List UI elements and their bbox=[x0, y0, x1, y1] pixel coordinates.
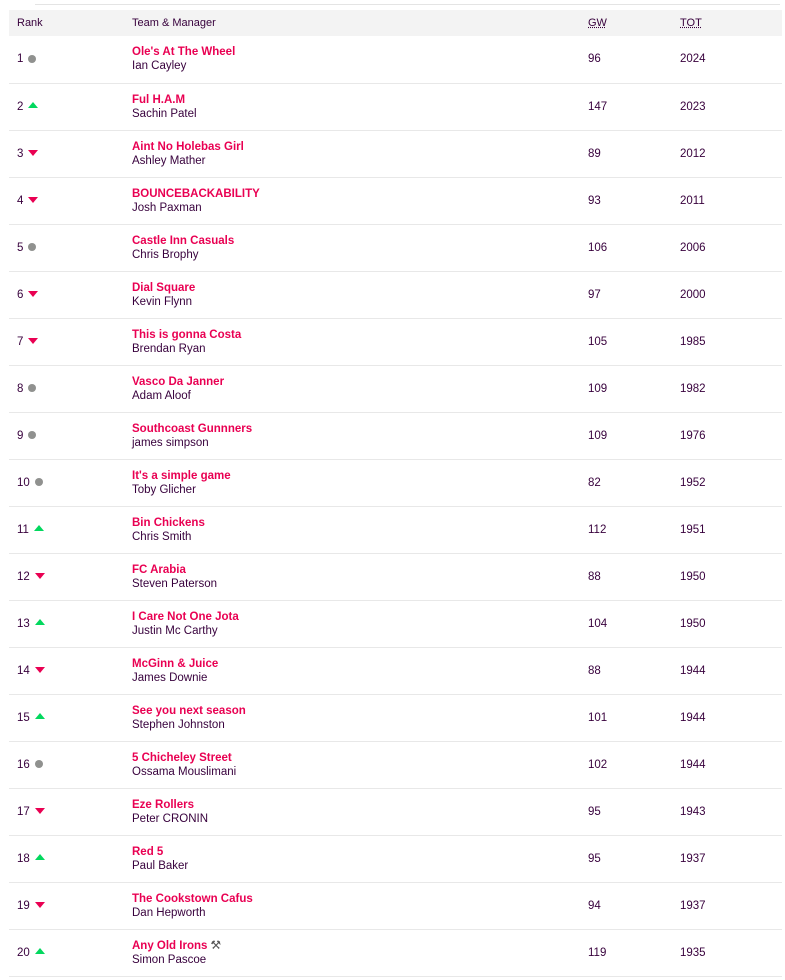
gw-points: 105 bbox=[588, 335, 608, 348]
total-points: 2000 bbox=[680, 288, 706, 301]
gw-points: 102 bbox=[588, 758, 608, 771]
rank-cell bbox=[9, 224, 132, 271]
team-name: Southcoast Gunnners bbox=[132, 422, 253, 435]
total-points: 1950 bbox=[680, 617, 706, 630]
total-points: 2012 bbox=[680, 147, 706, 160]
gw-points: 104 bbox=[588, 617, 608, 630]
gw-points: 96 bbox=[588, 53, 601, 66]
gw-points: 119 bbox=[588, 946, 607, 959]
rank-number: 5 bbox=[17, 241, 24, 254]
total-points: 1944 bbox=[680, 711, 706, 724]
total-points: 1950 bbox=[680, 570, 706, 583]
manager-name: Justin Mc Carthy bbox=[132, 624, 218, 637]
team-name: This is gonna Costa bbox=[132, 328, 242, 341]
team-name-link[interactable] bbox=[132, 610, 588, 624]
team-name: See you next season bbox=[132, 704, 246, 717]
team-name-link[interactable] bbox=[132, 938, 588, 953]
team-manager-cell bbox=[132, 412, 588, 459]
team-name: Bin Chickens bbox=[132, 516, 205, 529]
rank-number: 3 bbox=[17, 147, 24, 160]
table-row bbox=[9, 694, 782, 741]
rank-cell bbox=[9, 130, 132, 177]
rank-up-arrow-icon bbox=[35, 619, 45, 625]
team-name: McGinn & Juice bbox=[132, 657, 219, 670]
rank-number: 17 bbox=[17, 805, 30, 818]
team-manager-cell bbox=[132, 318, 588, 365]
team-name: Ful H.A.M bbox=[132, 93, 186, 106]
rank-up-arrow-icon bbox=[34, 525, 44, 531]
team-manager-cell bbox=[132, 506, 588, 553]
table-row bbox=[9, 741, 782, 788]
gw-header[interactable]: GW bbox=[588, 17, 607, 29]
rank-up-arrow-icon bbox=[28, 102, 38, 108]
table-row bbox=[9, 365, 782, 412]
rank-number: 13 bbox=[17, 617, 30, 630]
rank-down-arrow-icon bbox=[35, 573, 45, 579]
gw-points: 106 bbox=[588, 241, 608, 254]
rank-number: 14 bbox=[17, 664, 30, 677]
team-manager-header: Team & Manager bbox=[132, 17, 216, 29]
rank-cell bbox=[9, 741, 132, 788]
rank-number: 20 bbox=[17, 946, 30, 959]
rank-cell bbox=[9, 36, 132, 83]
rank-number: 8 bbox=[17, 382, 24, 395]
rank-unchanged-dot-icon bbox=[35, 478, 43, 486]
team-name: Dial Square bbox=[132, 281, 196, 294]
rank-unchanged-dot-icon bbox=[28, 55, 36, 63]
manager-name: Stephen Johnston bbox=[132, 718, 225, 731]
manager-name: Ian Cayley bbox=[132, 60, 187, 73]
team-name-link[interactable] bbox=[132, 704, 588, 718]
rank-unchanged-dot-icon bbox=[28, 384, 36, 392]
rank-cell bbox=[9, 694, 132, 741]
total-points: 1937 bbox=[680, 852, 706, 865]
team-name: Aint No Holebas Girl bbox=[132, 140, 244, 153]
team-name: Castle Inn Casuals bbox=[132, 234, 235, 247]
gw-points: 93 bbox=[588, 194, 601, 207]
gw-points: 95 bbox=[588, 805, 601, 818]
rank-number: 4 bbox=[17, 194, 24, 207]
rank-cell bbox=[9, 412, 132, 459]
rank-unchanged-dot-icon bbox=[28, 243, 36, 251]
team-name-link[interactable] bbox=[132, 422, 588, 436]
table-row bbox=[9, 412, 782, 459]
table-row bbox=[9, 600, 782, 647]
team-name-link[interactable] bbox=[132, 563, 588, 577]
rank-number: 19 bbox=[17, 899, 30, 912]
total-points: 1951 bbox=[680, 523, 706, 536]
team-name: I Care Not One Jota bbox=[132, 610, 239, 623]
team-name: FC Arabia bbox=[132, 563, 186, 576]
team-name: It's a simple game bbox=[132, 469, 231, 482]
manager-name: Chris Smith bbox=[132, 530, 192, 543]
table-row bbox=[9, 929, 782, 976]
rank-number: 15 bbox=[17, 711, 30, 724]
team-name: Red 5 bbox=[132, 845, 164, 858]
team-name: Vasco Da Janner bbox=[132, 375, 225, 388]
rank-cell bbox=[9, 177, 132, 224]
team-manager-cell bbox=[132, 882, 588, 929]
team-name-link[interactable] bbox=[132, 375, 588, 389]
rank-number: 11 bbox=[17, 523, 29, 536]
rank-number: 18 bbox=[17, 852, 30, 865]
team-manager-cell bbox=[132, 600, 588, 647]
rank-cell bbox=[9, 83, 132, 130]
rank-down-arrow-icon bbox=[28, 150, 38, 156]
manager-name: Josh Paxman bbox=[132, 201, 202, 214]
team-name-link[interactable] bbox=[132, 140, 588, 154]
rank-cell bbox=[9, 788, 132, 835]
table-row bbox=[9, 36, 782, 83]
top-divider bbox=[35, 4, 780, 5]
table-row bbox=[9, 835, 782, 882]
team-manager-cell bbox=[132, 741, 588, 788]
total-points: 1943 bbox=[680, 805, 706, 818]
manager-name: Chris Brophy bbox=[132, 248, 199, 261]
team-name-link[interactable] bbox=[132, 469, 588, 483]
rank-cell bbox=[9, 553, 132, 600]
table-row bbox=[9, 224, 782, 271]
total-points: 2006 bbox=[680, 241, 706, 254]
team-name-link[interactable] bbox=[132, 751, 588, 765]
total-points: 1976 bbox=[680, 429, 706, 442]
table-header-row bbox=[9, 10, 782, 36]
manager-name: Kevin Flynn bbox=[132, 295, 193, 308]
rank-up-arrow-icon bbox=[35, 854, 45, 860]
team-name-link[interactable] bbox=[132, 281, 588, 295]
rank-number: 9 bbox=[17, 429, 24, 442]
total-points: 1944 bbox=[680, 758, 706, 771]
rank-cell bbox=[9, 600, 132, 647]
manager-name: Adam Aloof bbox=[132, 389, 191, 402]
gw-points: 97 bbox=[588, 288, 601, 301]
rank-down-arrow-icon bbox=[35, 667, 45, 673]
crossed-hammers-icon: ⚒ bbox=[210, 938, 222, 952]
rank-number: 10 bbox=[17, 476, 30, 489]
table-row bbox=[9, 130, 782, 177]
rank-number: 7 bbox=[17, 335, 24, 348]
manager-name: Sachin Patel bbox=[132, 107, 197, 120]
gw-points: 88 bbox=[588, 664, 601, 677]
team-manager-cell bbox=[132, 271, 588, 318]
team-manager-cell bbox=[132, 694, 588, 741]
total-points: 1937 bbox=[680, 899, 706, 912]
team-manager-cell bbox=[132, 835, 588, 882]
team-name: Eze Rollers bbox=[132, 798, 194, 811]
total-points: 2023 bbox=[680, 100, 706, 113]
team-name-link[interactable] bbox=[132, 798, 588, 812]
manager-name: Peter CRONIN bbox=[132, 812, 209, 825]
team-name-link[interactable] bbox=[132, 892, 588, 906]
rank-unchanged-dot-icon bbox=[28, 431, 36, 439]
team-manager-cell bbox=[132, 36, 588, 83]
manager-name: Toby Glicher bbox=[132, 483, 196, 496]
table-row bbox=[9, 318, 782, 365]
manager-name: Steven Paterson bbox=[132, 577, 218, 590]
rank-unchanged-dot-icon bbox=[35, 760, 43, 768]
manager-name: Ashley Mather bbox=[132, 154, 206, 167]
gw-points: 109 bbox=[588, 429, 608, 442]
gw-points: 95 bbox=[588, 852, 601, 865]
team-manager-cell bbox=[132, 130, 588, 177]
team-manager-cell bbox=[132, 224, 588, 271]
manager-name: Ossama Mouslimani bbox=[132, 765, 237, 778]
league-standings-table bbox=[9, 10, 782, 977]
manager-name: james simpson bbox=[132, 436, 209, 449]
table-row bbox=[9, 647, 782, 694]
rank-cell bbox=[9, 882, 132, 929]
rank-up-arrow-icon bbox=[35, 948, 45, 954]
manager-name: Dan Hepworth bbox=[132, 906, 206, 919]
rank-up-arrow-icon bbox=[35, 713, 45, 719]
rank-down-arrow-icon bbox=[28, 291, 38, 297]
team-name-link[interactable] bbox=[132, 328, 588, 342]
team-name: 5 Chicheley Street bbox=[132, 751, 232, 764]
rank-number: 1 bbox=[17, 53, 24, 66]
table-row bbox=[9, 271, 782, 318]
rank-down-arrow-icon bbox=[35, 902, 45, 908]
gw-points: 82 bbox=[588, 476, 601, 489]
gw-points: 112 bbox=[588, 523, 607, 536]
rank-cell bbox=[9, 459, 132, 506]
table-row bbox=[9, 83, 782, 130]
standings-body bbox=[9, 36, 782, 976]
team-name-link[interactable] bbox=[132, 93, 588, 107]
team-manager-cell bbox=[132, 929, 588, 976]
manager-name: Simon Pascoe bbox=[132, 954, 207, 966]
gw-points: 101 bbox=[588, 711, 608, 724]
rank-number: 16 bbox=[17, 758, 30, 771]
team-name-link[interactable] bbox=[132, 657, 588, 671]
team-manager-cell bbox=[132, 788, 588, 835]
tot-header[interactable]: TOT bbox=[680, 17, 702, 29]
manager-name: Brendan Ryan bbox=[132, 342, 206, 355]
gw-points: 147 bbox=[588, 100, 608, 113]
rank-cell bbox=[9, 365, 132, 412]
table-row bbox=[9, 506, 782, 553]
gw-points: 94 bbox=[588, 899, 601, 912]
rank-cell bbox=[9, 318, 132, 365]
total-points: 1935 bbox=[680, 946, 706, 959]
rank-header: Rank bbox=[17, 17, 43, 29]
rank-number: 2 bbox=[17, 100, 24, 113]
gw-points: 88 bbox=[588, 570, 601, 583]
total-points: 1952 bbox=[680, 476, 706, 489]
table-row bbox=[9, 788, 782, 835]
rank-cell bbox=[9, 835, 132, 882]
total-points: 1982 bbox=[680, 382, 706, 395]
manager-name: James Downie bbox=[132, 671, 208, 684]
rank-down-arrow-icon bbox=[28, 197, 38, 203]
team-name-link[interactable] bbox=[132, 45, 588, 59]
team-manager-cell bbox=[132, 83, 588, 130]
total-points: 1985 bbox=[680, 335, 706, 348]
team-manager-cell bbox=[132, 177, 588, 224]
rank-down-arrow-icon bbox=[28, 338, 38, 344]
table-row bbox=[9, 459, 782, 506]
rank-down-arrow-icon bbox=[35, 808, 45, 814]
rank-cell bbox=[9, 647, 132, 694]
team-name: BOUNCEBACKABILITY bbox=[132, 187, 260, 200]
rank-cell bbox=[9, 506, 132, 553]
team-name-link[interactable] bbox=[132, 234, 588, 248]
table-row bbox=[9, 882, 782, 929]
team-manager-cell bbox=[132, 459, 588, 506]
team-name: Ole's At The Wheel bbox=[132, 46, 236, 59]
team-manager-cell bbox=[132, 647, 588, 694]
total-points: 1944 bbox=[680, 664, 706, 677]
team-manager-cell bbox=[132, 553, 588, 600]
team-name: The Cookstown Cafus bbox=[132, 892, 253, 905]
gw-points: 89 bbox=[588, 147, 601, 160]
team-name: Any Old Irons bbox=[132, 940, 208, 952]
team-name-link[interactable] bbox=[132, 516, 588, 530]
total-points: 2024 bbox=[680, 53, 706, 66]
rank-number: 12 bbox=[17, 570, 30, 583]
gw-points: 109 bbox=[588, 382, 608, 395]
rank-number: 6 bbox=[17, 288, 24, 301]
team-name-link[interactable] bbox=[132, 187, 588, 201]
total-points: 2011 bbox=[680, 194, 705, 207]
rank-cell bbox=[9, 929, 132, 976]
manager-name: Paul Baker bbox=[132, 859, 189, 872]
team-name-link[interactable] bbox=[132, 845, 588, 859]
table-row bbox=[9, 177, 782, 224]
rank-cell bbox=[9, 271, 132, 318]
team-manager-cell bbox=[132, 365, 588, 412]
table-row bbox=[9, 553, 782, 600]
